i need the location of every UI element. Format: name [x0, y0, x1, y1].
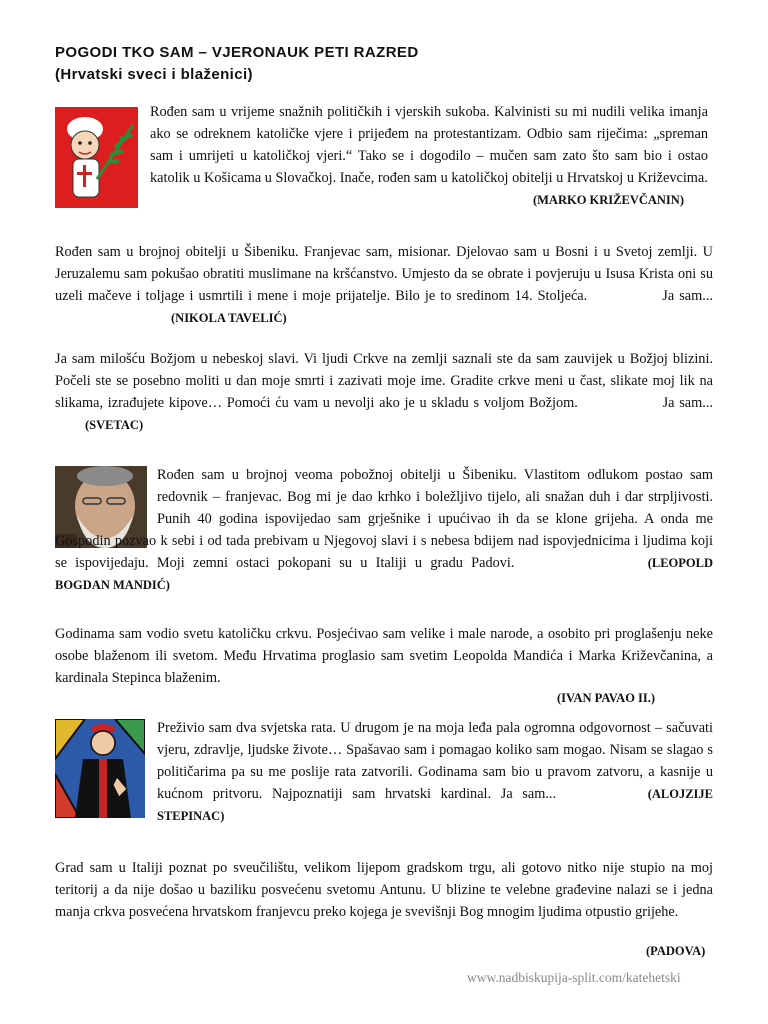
section-5-text [55, 623, 713, 689]
saint-cartoon-image [55, 107, 138, 208]
section-6-text [157, 717, 713, 827]
section-5-body: Godinama sam vodio svetu katoličku crkvu. Posjećivao sam velike i male narode, a osobito pri proglašenju neke osobe blaženom ili svetom. Među Hrvatima proglasio sam svetim Leopolda Mandića i Marka Križevčanina, a kardinala Stepinca blaženim. [55, 626, 713, 686]
section-1-answer: (MARKO KRIŽEVČANIN) [532, 193, 684, 207]
title-line-1: POGODI TKO SAM – VJERONAUK PETI RAZRED [55, 44, 419, 61]
footer-url: www.nadbiskupija-split.com/katehetski [467, 970, 681, 985]
section-3-prompt: Ja sam... [662, 395, 713, 411]
section-6-body: Preživio sam dva svjetska rata. U drugom je na moja leđa pala ogromna odgovornost – sačuvati vjeru, zdravlje, ljudske živote… Spašavao sam i pomagao koliko sam mogao. Nisam se slagao s političarima pa su me poslije rata zatvorili. Godinama sam bio u pravom zatvoru, a kasnije u kućnom pritvoru. Najpoznatiji sam hrvatski kardinal. [157, 720, 713, 802]
section-2-answer: (NIKOLA TAVELIĆ) [171, 311, 287, 325]
alojzije-stepinac-stained-glass [55, 719, 145, 818]
section-4-body: Rođen sam u brojnoj veoma pobožnoj obitelji u Šibeniku. Vlastitom odlukom postao sam redovnik – franjevac. Bog mi je dao krhko i boležljivo tijelo, ali snažan duh i dar strpljivosti. Punih 40 godina ispovijedao sam grješnike i upućivao ih da se klone grijeha. A onda me Gospodin pozvao k sebi i od tada prebivam u Njegovoj slavi i s nebesa bdijem nad ispovjednicima i ljudima koji se ispovijedaju. Moji zemni ostaci pokopani su u Italiji u gradu Padovi. [55, 467, 713, 571]
section-3-body: Ja sam milošću Božjom u nebeskoj slavi. Vi ljudi Crkve na zemlji saznali ste da sam zauvijek u Božjoj blizini. Počeli ste se posebno moliti u dan moje smrti i zazivati moje ime. Gradite crkve meni u čast, slikate moj lik na slikama, izrađujete kipove… Pomoći ću vam u nevolji ako je u skladu s voljom Božjom. [55, 351, 713, 411]
section-7-text [55, 857, 713, 923]
section-5-answer: (IVAN PAVAO II.) [557, 691, 656, 705]
section-3-text [55, 348, 713, 436]
section-1-body: Rođen sam u vrijeme snažnih političkih i vjerskih sukoba. Kalvinisti su mi nudili velika imanja ako se odreknem katoličke vjere i prijeđem na protestantizam. Odbio sam riječima: „spreman sam i umrijeti u katoličkoj vjeri.“ Tako se i dogodilo – mučen sam zato što sam bio i ostao katolik u Košicama u Slovačkoj. Inače, rođen sam u katoličkoj obitelji u Hrvatskoj u Križevcima. [150, 104, 708, 186]
section-7-body: Grad sam u Italiji poznat po sveučilištu, velikom lijepom gradskom trgu, ali gotovo nitko nije stupio na moj teritorij a da nije došao u baziliku posvećenu svetomu Antunu. U blizine te velebne građevine nalazi se i jedna manja crkva posvećena hrvatskom franjevcu preko kojega je svevišnji Bog mnogim ljudima otpustio grijehe. [55, 860, 713, 920]
section-2-prompt: Ja sam... [662, 288, 713, 304]
section-4-text [55, 464, 713, 596]
section-3-answer: (SVETAC) [85, 418, 144, 432]
section-7-answer: (PADOVA) [646, 944, 706, 958]
section-6-answer: (ALOJZIJE STEPINAC) [157, 787, 714, 823]
section-2-body: Rođen sam u brojnoj obitelji u Šibeniku. Franjevac sam, misionar. Djelovao sam u Bosni i u Svetoj zemlji. U Jeruzalemu sam pokušao obratiti muslimane na kršćanstvo. Umjesto da se obrate i povjeruju u Isusa Krista oni su uzeli mačeve i toljage i usmrtili i mene i moje prijatelje. Bilo je to sredinom 14. Stoljeća. [55, 244, 713, 304]
section-6-prompt: Ja sam... [500, 786, 557, 802]
section-1-text [150, 101, 708, 211]
page-title [55, 42, 419, 86]
title-line-2: (Hrvatski sveci i blaženici) [55, 66, 253, 83]
section-4-answer: (LEOPOLD BOGDAN MANDIĆ) [55, 556, 714, 592]
section-2-text [55, 241, 713, 329]
